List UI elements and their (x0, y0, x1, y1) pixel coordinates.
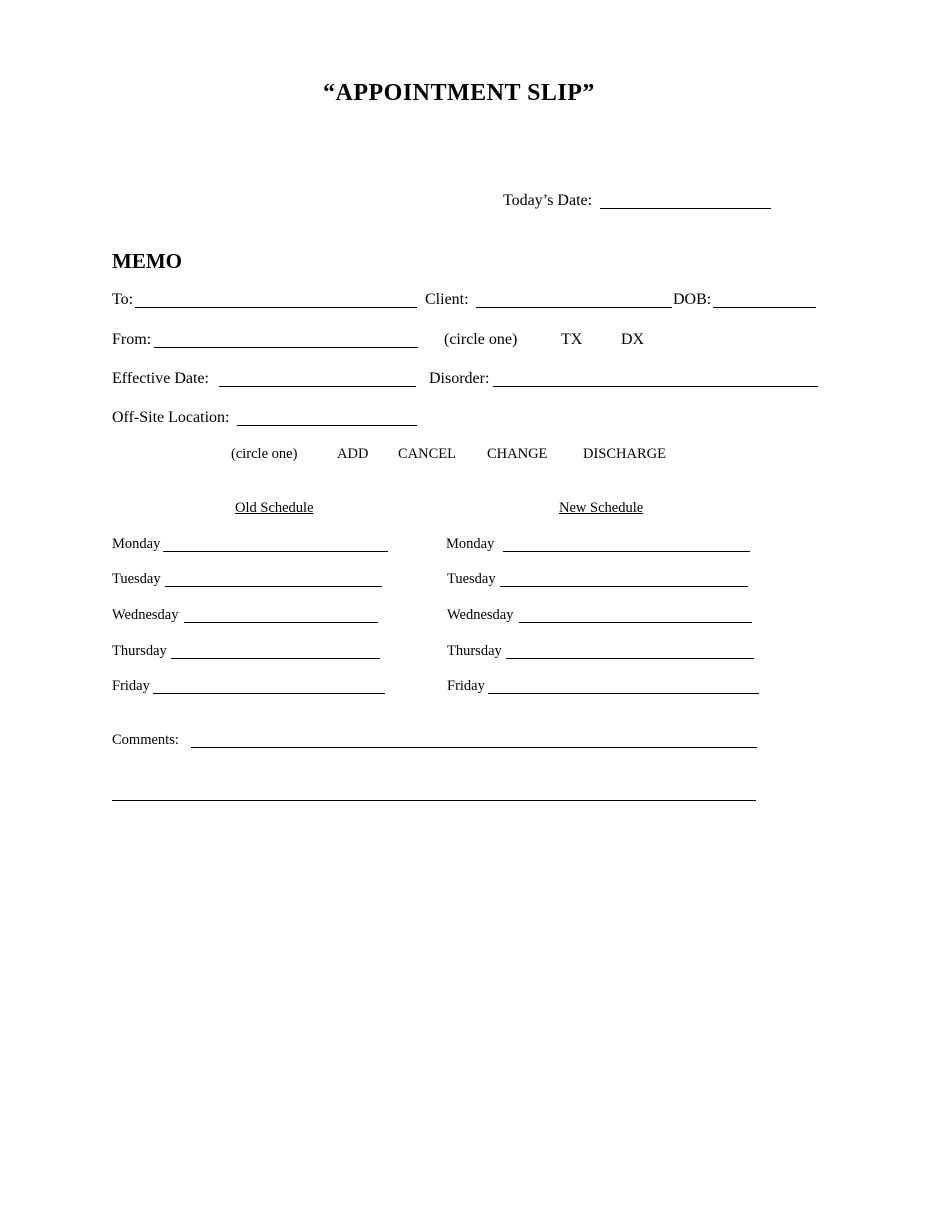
old-tuesday-field[interactable] (165, 586, 382, 587)
effective-date-field[interactable] (219, 386, 416, 387)
new-tuesday-label: Tuesday (447, 571, 496, 587)
from-field[interactable] (154, 347, 418, 348)
effective-date-label: Effective Date: (112, 370, 209, 387)
todays-date-field[interactable] (600, 208, 771, 209)
client-label: Client: (425, 291, 469, 308)
to-label: To: (112, 291, 134, 308)
client-field[interactable] (476, 307, 672, 308)
new-monday-field[interactable] (503, 551, 750, 552)
off-site-location-label: Off-Site Location: (112, 409, 230, 426)
option-tx[interactable]: TX (561, 331, 583, 348)
old-friday-field[interactable] (153, 693, 385, 694)
new-thursday-field[interactable] (506, 658, 754, 659)
new-friday-label: Friday (447, 678, 485, 694)
memo-heading: MEMO (112, 249, 182, 273)
disorder-label: Disorder: (429, 370, 490, 387)
new-wednesday-field[interactable] (519, 622, 752, 623)
comments-field-line-1[interactable] (191, 747, 757, 748)
new-friday-field[interactable] (488, 693, 759, 694)
circle-one-label-2: (circle one) (231, 446, 298, 462)
comments-label: Comments: (112, 732, 179, 748)
from-label: From: (112, 331, 152, 348)
dob-label: DOB: (673, 291, 712, 308)
old-thursday-field[interactable] (171, 658, 380, 659)
old-wednesday-field[interactable] (184, 622, 378, 623)
option-dx[interactable]: DX (621, 331, 645, 348)
dob-field[interactable] (713, 307, 816, 308)
old-monday-field[interactable] (163, 551, 388, 552)
old-tuesday-label: Tuesday (112, 571, 161, 587)
old-wednesday-label: Wednesday (112, 607, 179, 623)
todays-date-label: Today’s Date: (503, 192, 593, 209)
option-discharge[interactable]: DISCHARGE (583, 446, 666, 462)
to-field[interactable] (135, 307, 417, 308)
new-wednesday-label: Wednesday (447, 607, 514, 623)
old-monday-label: Monday (112, 536, 161, 552)
off-site-location-field[interactable] (237, 425, 417, 426)
new-thursday-label: Thursday (447, 643, 502, 659)
old-thursday-label: Thursday (112, 643, 167, 659)
option-change[interactable]: CHANGE (487, 446, 548, 462)
new-monday-label: Monday (446, 536, 495, 552)
old-schedule-heading: Old Schedule (235, 500, 314, 516)
option-add[interactable]: ADD (337, 446, 369, 462)
old-friday-label: Friday (112, 678, 150, 694)
page-title: “APPOINTMENT SLIP” (323, 80, 595, 106)
circle-one-label-1: (circle one) (444, 331, 518, 348)
comments-field-line-2[interactable] (112, 800, 756, 801)
option-cancel[interactable]: CANCEL (398, 446, 456, 462)
new-tuesday-field[interactable] (500, 586, 748, 587)
new-schedule-heading: New Schedule (559, 500, 644, 516)
disorder-field[interactable] (493, 386, 818, 387)
